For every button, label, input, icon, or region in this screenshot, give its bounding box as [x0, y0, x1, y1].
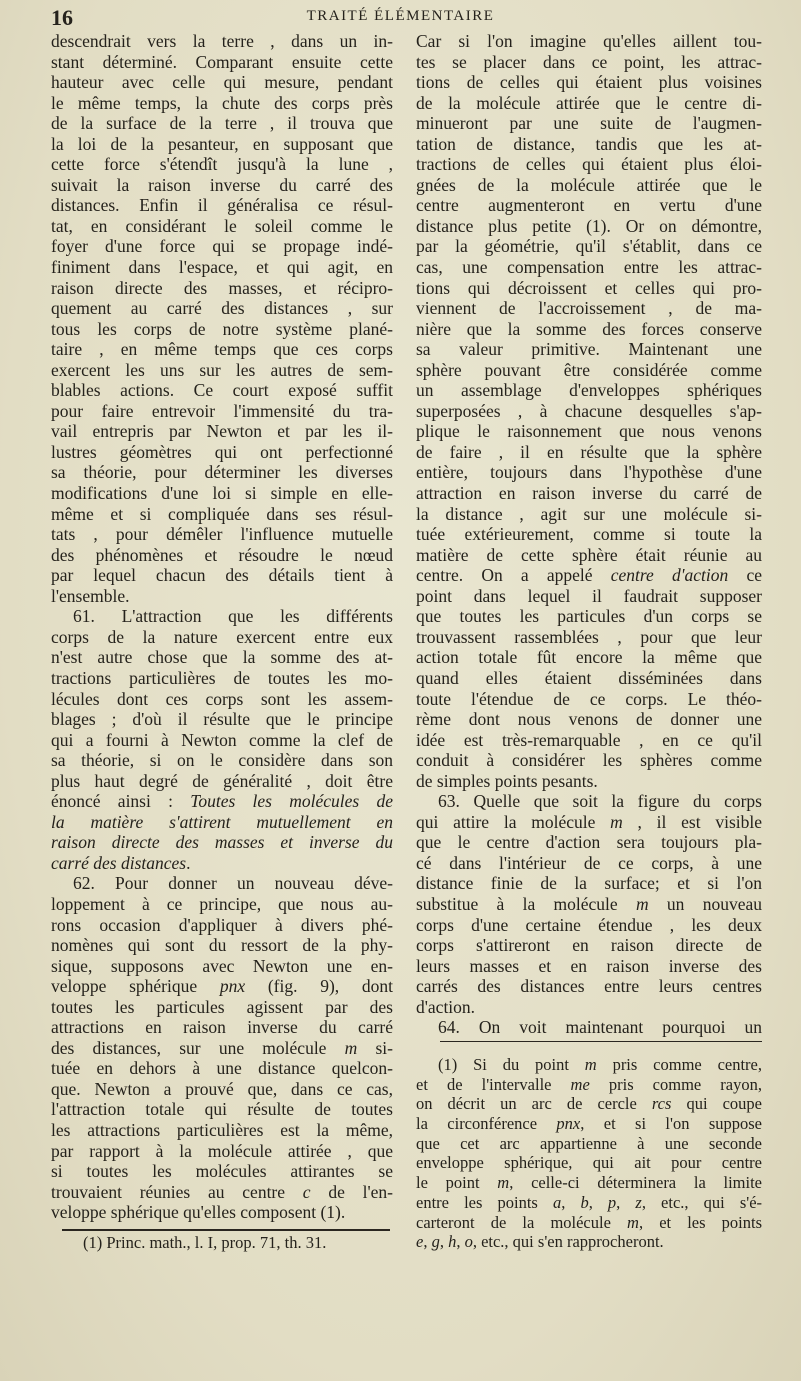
text-line: que cet arc appartienne à une seconde	[416, 1133, 762, 1153]
text-line: blages ; d'où il résulte que le principe	[51, 709, 393, 730]
right-footnote	[416, 1055, 762, 1252]
text-line: même et si compliquée dans ses résul-	[51, 503, 393, 524]
text-line: attraction en raison inverse du carré de	[416, 483, 762, 504]
italic-text: h	[448, 1232, 457, 1252]
italic-text: pnx	[219, 976, 246, 997]
italic-text: e	[416, 1232, 424, 1252]
text-line: sique, supposons avec Newton une en-	[51, 955, 393, 976]
text-line	[51, 853, 393, 874]
italic-text: centre d'action	[610, 565, 729, 586]
text-line: sa théorie, si on le considère dans son	[51, 750, 393, 771]
text-line: tuée en dehors à une distance quelcon-	[51, 1058, 393, 1079]
text-line: tation de distance, tandis que les at-	[416, 133, 762, 154]
text-line: que le centre d'action sera toujours pla-	[416, 832, 762, 853]
text-line: finiment dans l'espace, et qui agit, en	[51, 257, 393, 278]
text-line: cette force s'étendît jusqu'à la lune ,	[51, 154, 393, 175]
text-line: vail entrepris par Newton et par les il-	[51, 421, 393, 442]
text-segment: ,	[456, 1232, 465, 1252]
text-segment: ,	[588, 1192, 608, 1212]
text-segment: centre. On a appelé	[416, 565, 611, 586]
text-line: tous les corps de notre système plané-	[51, 318, 393, 339]
text-line: leurs masses et en raison inverse des	[416, 955, 762, 976]
text-line: foyer d'une force qui se propage indé-	[51, 236, 393, 257]
text-line	[51, 976, 393, 997]
text-line: trouvassent rassemblées , pour que leur	[416, 626, 762, 647]
text-line: nière que la somme des forces conserve	[416, 318, 762, 339]
italic-text: m	[635, 893, 649, 914]
text-segment: des distances, sur une molécule	[51, 1037, 345, 1058]
text-line	[416, 1075, 762, 1095]
text-line: de la molécule attirée que le centre di-	[416, 92, 762, 113]
footnote-rule-left	[62, 1229, 390, 1231]
text-line: tions de celles qui étaient plus voisines	[416, 72, 762, 93]
text-line: le même temps, la chute des corps près	[51, 92, 393, 113]
text-line: loppement à ce principe, que nous au-	[51, 893, 393, 914]
text-segment: qui attire la molécule	[416, 811, 611, 832]
text-segment: entre les points	[416, 1192, 553, 1212]
text-segment: , etc., qui s'en rapprocheront.	[472, 1232, 664, 1252]
italic-text: m	[610, 811, 623, 832]
text-line: sphère pouvant être considérée comme	[416, 359, 762, 380]
text-line: tions qui décroissent et celles qui pro-	[416, 277, 762, 298]
text-line: distance finie de la surface; et si l'on	[416, 873, 762, 894]
text-line: corps d'une certaine étendue , les deux	[416, 914, 762, 935]
text-line: nomènes qui sont du ressort de la phy-	[51, 935, 393, 956]
text-line: que. Newton a prouvé que, dans ce cas,	[51, 1078, 393, 1099]
italic-text: me	[570, 1074, 590, 1094]
text-segment: si-	[357, 1037, 393, 1058]
text-line	[416, 1114, 762, 1134]
text-segment: substitue à la molécule	[416, 893, 636, 914]
text-line	[51, 1038, 393, 1059]
text-line: distances. Enfin il généralisa ce résul-	[51, 195, 393, 216]
text-line: lustres géomètres qui ont perfectionné	[51, 441, 393, 462]
text-line: que toutes les particules d'un corps se	[416, 606, 762, 627]
text-line: gnées de la molécule attirée que le	[416, 174, 762, 195]
text-segment: qui coupe	[671, 1094, 762, 1114]
text-line: superposées , à chacune desquelles s'ap-	[416, 400, 762, 421]
text-line	[416, 791, 762, 812]
text-segment: ,	[439, 1232, 449, 1252]
text-segment: veloppe sphérique	[51, 976, 220, 997]
text-line: tat, en considérant le soleil comme le	[51, 215, 393, 236]
text-line: corps de la nature exercent entre eux	[51, 626, 393, 647]
text-segment: de simples points pesants.	[416, 770, 598, 791]
text-line: raison directe des masses, et récipro-	[51, 277, 393, 298]
text-line: qui a fourni à Newton comme la clef de	[51, 729, 393, 750]
text-line: viennent de l'accroissement , de ma-	[416, 298, 762, 319]
text-line: action totale fût encore la même que	[416, 647, 762, 668]
text-line: exercent les uns sur les autres de sem-	[51, 359, 393, 380]
text-line: cas, une compensation entre les attrac-	[416, 257, 762, 278]
text-line	[416, 894, 762, 915]
italic-text: m	[344, 1037, 358, 1058]
italic-text: z	[635, 1192, 642, 1212]
text-line: blables actions. Ce court exposé suffit	[51, 380, 393, 401]
italic-text: raison directe des masses et inverse du	[51, 832, 393, 853]
footnote-rule-right	[440, 1041, 762, 1042]
text-line: l'attraction totale qui résulte de toutes	[51, 1099, 393, 1120]
text-line: la distance , agit sur une molécule si-	[416, 503, 762, 524]
text-line	[416, 1094, 762, 1114]
text-line: toute l'étendue de ce corps. Le théo-	[416, 688, 762, 709]
text-line: cé dans l'intérieur de ce corps, à une	[416, 852, 762, 873]
text-line	[416, 1213, 762, 1233]
text-line: distance plus petite (1). Or on démontre,	[416, 215, 762, 236]
text-line: sa théorie, pour déterminer les diverses	[51, 462, 393, 483]
text-line	[416, 812, 762, 833]
running-title: TRAITÉ ÉLÉMENTAIRE	[306, 8, 495, 24]
text-segment: la circonférence	[416, 1114, 557, 1134]
text-segment: 64. On voit maintenant pourquoi un	[438, 1017, 762, 1038]
text-line: carrés des distances entre leurs centres	[416, 976, 762, 997]
text-segment: le point	[416, 1173, 498, 1193]
text-line: tractions particulières de toutes les mo-	[51, 667, 393, 688]
text-segment: ce	[728, 565, 763, 586]
text-line	[51, 606, 393, 627]
text-line: idée est très-remarquable , en ce qu'il	[416, 729, 762, 750]
text-line: tes se placer dans ce point, les attrac-	[416, 51, 762, 72]
text-segment: ,	[561, 1192, 581, 1212]
text-segment: 63. Quelle que soit la figure du corps	[438, 791, 762, 812]
text-line: plus haut degré de généralité , doit être	[51, 770, 393, 791]
text-segment: , etc., qui s'é-	[641, 1192, 763, 1212]
italic-text: m	[627, 1212, 639, 1232]
text-segment: 62. Pour donner un nouveau déve-	[73, 873, 393, 894]
text-segment: (1) Si du point	[438, 1055, 585, 1074]
text-segment: carteront de la molécule	[416, 1212, 628, 1232]
italic-text: rcs	[651, 1094, 672, 1114]
text-segment: .	[186, 852, 191, 873]
text-segment: on décrit un arc de cercle	[416, 1094, 652, 1114]
text-line: toutes les particules agissent par des	[51, 996, 393, 1017]
text-line: taire , en même temps que ces corps	[51, 339, 393, 360]
text-line: conduit à considérer les sphères comme	[416, 750, 762, 771]
text-line	[416, 771, 762, 792]
text-line: de la surface de la terre , il trouva que	[51, 113, 393, 134]
italic-text: m	[584, 1055, 597, 1074]
text-line: rème dont nous venons de donner une	[416, 709, 762, 730]
text-line	[51, 791, 393, 812]
right-column	[416, 31, 762, 1038]
text-segment: ,	[616, 1192, 636, 1212]
text-line: quement au carré des distances , sur	[51, 298, 393, 319]
text-segment: , il est visible	[622, 811, 763, 832]
text-line: quand elles étaient disséminées dans	[416, 667, 762, 688]
italic-text: o	[464, 1232, 473, 1252]
text-line: modifications d'une loi si simple en elle-	[51, 483, 393, 504]
text-segment: trouvaient réunies au centre	[51, 1181, 303, 1202]
text-line: entière, toujours dans l'hypothèse d'une	[416, 462, 762, 483]
text-line	[416, 1232, 762, 1252]
text-segment: pris comme rayon,	[589, 1074, 763, 1094]
italic-text: m	[497, 1173, 510, 1193]
text-segment: , et si l'on suppose	[580, 1114, 763, 1134]
text-line: centre augmenteront en vertu d'une	[416, 195, 762, 216]
text-line: hauteur avec celle qui mesure, pendant	[51, 72, 393, 93]
text-line	[416, 1173, 762, 1193]
text-segment: et de l'intervalle	[416, 1074, 571, 1094]
text-line: par la géométrie, qu'il s'établit, dans ce	[416, 236, 762, 257]
text-line	[51, 586, 393, 607]
text-line: sa valeur primitive. Maintenant une	[416, 339, 762, 360]
text-line	[51, 1182, 393, 1203]
text-segment: énoncé ainsi :	[51, 791, 191, 812]
italic-text: c	[302, 1181, 311, 1202]
text-line: attractions en raison inverse du carré	[51, 1017, 393, 1038]
text-line: si toutes les molécules attirantes se	[51, 1161, 393, 1182]
text-line	[416, 1193, 762, 1213]
text-line: lécules dont ces corps sont les assem-	[51, 688, 393, 709]
footnote-line: (1) Princ. math., l. I, prop. 71, th. 31.	[83, 1233, 327, 1252]
italic-text: a	[552, 1192, 562, 1212]
italic-text: Toutes les molécules de	[190, 791, 393, 812]
text-line: plique le raisonnement que nous venons	[416, 421, 762, 442]
italic-text: g	[431, 1232, 440, 1252]
text-segment: d'action.	[416, 996, 476, 1017]
text-line: corps s'attireront en raison directe de	[416, 935, 762, 956]
text-line: pour faire entrevoir l'immensité du tra-	[51, 400, 393, 421]
text-line: de faire , il en résulte que la sphère	[416, 441, 762, 462]
text-line: rons occasion d'appliquer à divers phé-	[51, 914, 393, 935]
text-line	[51, 812, 393, 833]
text-line: n'est autre chose que la somme des at-	[51, 647, 393, 668]
left-column	[51, 31, 393, 1223]
italic-text: p	[607, 1192, 617, 1212]
text-line	[416, 1017, 762, 1038]
text-line: stant déterminé. Comparant ensuite cette	[51, 51, 393, 72]
text-line: des phénomènes et résoudre le nœud	[51, 544, 393, 565]
text-line: les attractions particulières est la même,	[51, 1119, 393, 1140]
text-segment: 61. L'attraction que les différents	[73, 606, 393, 627]
text-line: enveloppe sphérique, qui ait pour centre	[416, 1153, 762, 1173]
text-line: suivait la raison inverse du carré des	[51, 174, 393, 195]
text-line: matière de cette sphère était réunie au	[416, 544, 762, 565]
text-segment: ,	[423, 1232, 432, 1252]
text-segment: de l'en-	[310, 1181, 393, 1202]
text-segment: , celle-ci déterminera la limite	[509, 1173, 763, 1193]
text-line: par rapport à la molécule attirée , que	[51, 1140, 393, 1161]
italic-text: carré des distances	[51, 852, 187, 873]
text-line: Car si l'on imagine qu'elles aillent tou-	[416, 31, 762, 51]
text-line: un assemblage d'enveloppes sphériques	[416, 380, 762, 401]
italic-text: b	[580, 1192, 589, 1212]
text-line: tuée extérieurement, comme si toute la	[416, 524, 762, 545]
text-line: descendrait vers la terre , dans un in-	[51, 31, 393, 51]
text-line	[416, 565, 762, 586]
italic-text: la matière s'attirent mutuellement en	[51, 811, 393, 832]
text-line	[416, 997, 762, 1018]
text-line: par lequel chacun des détails tient à	[51, 565, 393, 586]
text-line	[51, 873, 393, 894]
left-footnote	[83, 1233, 393, 1253]
text-segment: un nouveau	[648, 893, 762, 914]
text-segment: (fig. 9), dont	[245, 976, 393, 997]
text-segment: pris comme centre,	[596, 1055, 762, 1074]
text-line: point dans lequel il faudrait supposer	[416, 585, 762, 606]
text-segment: l'ensemble.	[51, 585, 130, 606]
text-line: tractions de celles qui étaient plus éloi-	[416, 154, 762, 175]
text-line: veloppe sphérique qu'elles composent (1).	[51, 1202, 346, 1223]
page-number: 16	[51, 5, 73, 30]
italic-text: pnx	[556, 1114, 581, 1134]
text-segment: , et les points	[638, 1212, 762, 1232]
text-line	[416, 1055, 762, 1075]
text-line: la loi de la pesanteur, en supposant que	[51, 133, 393, 154]
text-line	[51, 832, 393, 853]
text-line: tats , pour démêler l'influence mutuelle	[51, 524, 393, 545]
text-line: minueront par une suite de l'augmen-	[416, 113, 762, 134]
